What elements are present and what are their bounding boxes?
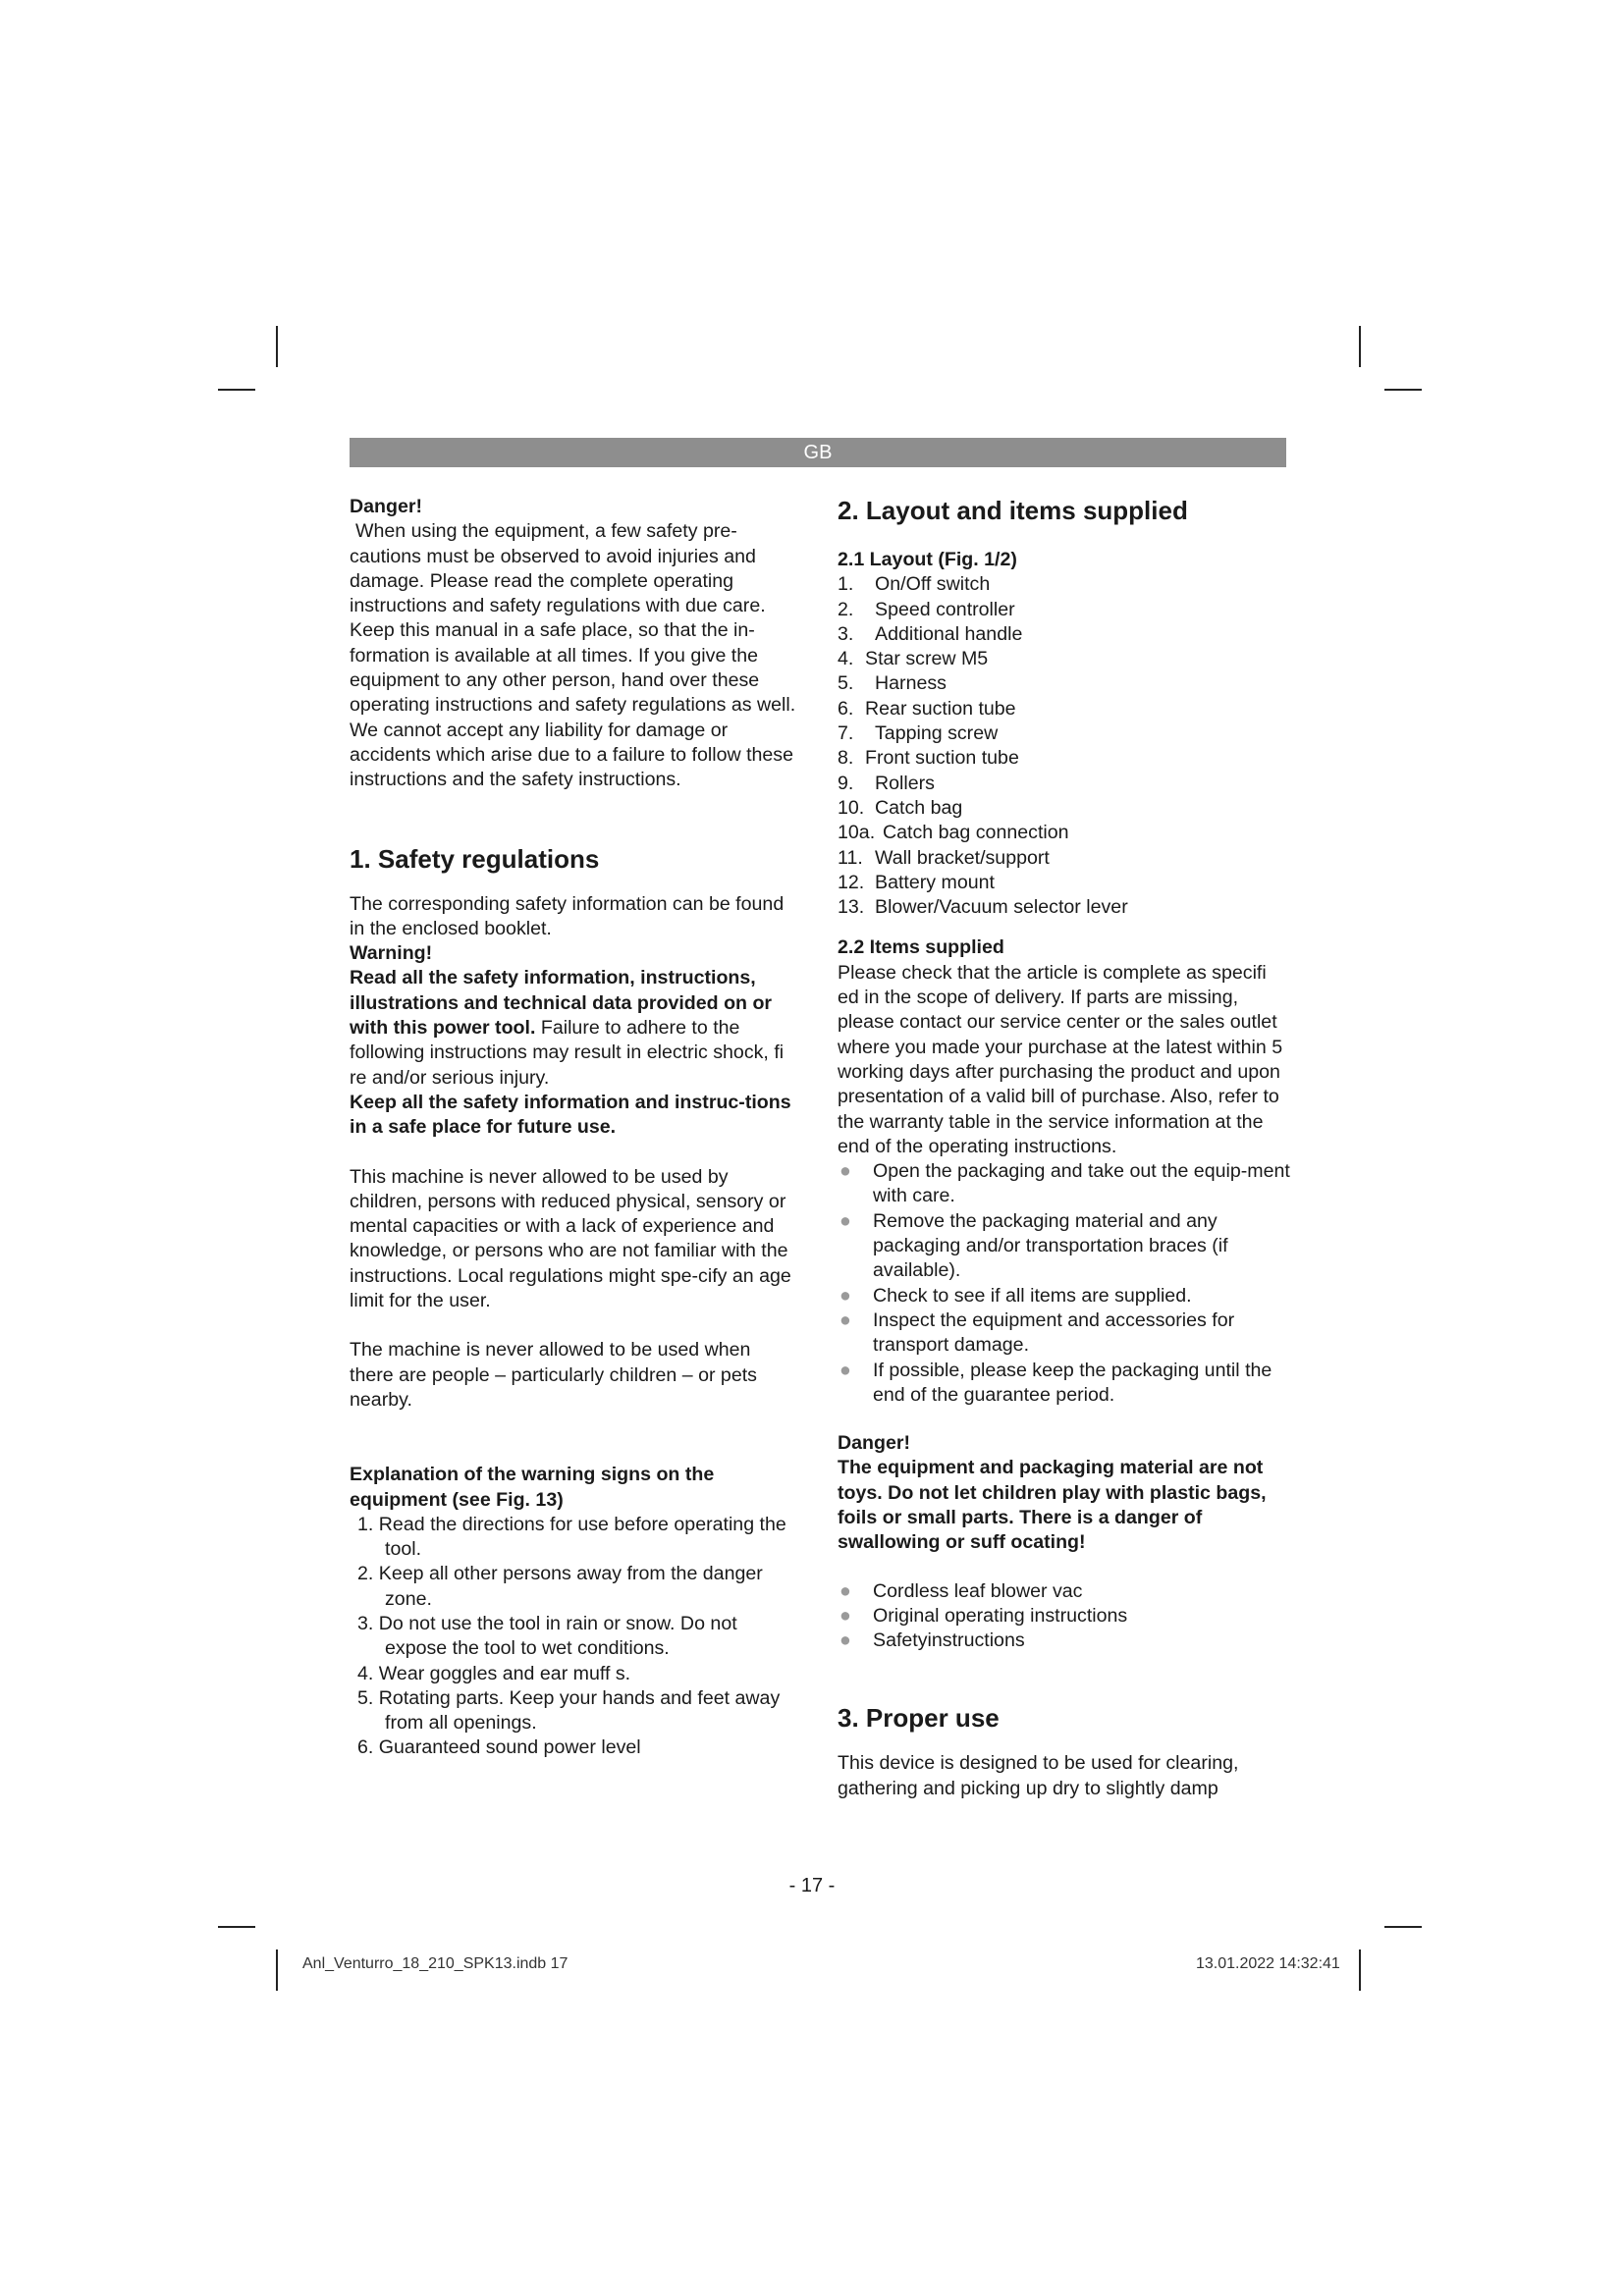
right-column [838,495,1292,1801]
bullet-icon: ● [839,1284,851,1307]
language-tag: GB [803,442,833,463]
list-item: ● Original operating instructions [838,1604,1292,1629]
warning-paragraph [350,966,797,1090]
crop-mark [276,326,278,367]
bullet-icon: ● [839,1604,851,1627]
list-item: ● Open the packaging and take out the equip-ment with care. [839,1160,1290,1207]
crop-mark [1384,389,1422,391]
page-number: - 17 - [788,1875,836,1896]
list-item: 13. Blower/Vacuum selector lever [838,896,1128,919]
list-item: 4. Wear goggles and ear muff s. [357,1662,631,1684]
danger-heading: Danger! [838,1432,911,1455]
people-paragraph: The machine is never allowed to be used when there are people – particularly children – or pets nearby. [350,1339,757,1411]
warning-heading: Warning! [350,942,433,965]
list-item: 10. Catch bag [838,796,963,819]
warning-signs-heading: Explanation of the warning signs on the equipment (see Fig. 13) [350,1464,715,1511]
list-item: 10a. Catch bag connection [838,822,1069,844]
left-column [350,495,797,1761]
list-item: 4. Star screw M5 [838,648,989,670]
bullet-icon: ● [839,1629,851,1652]
list-item: 5. Rotating parts. Keep your hands and feet away from all openings. [357,1686,781,1735]
list-item: 2. Keep all other persons away from the danger zone. [357,1563,763,1610]
list-item: 12. Battery mount [838,871,995,893]
list-item: 1. Read the directions for use before operating the tool. [357,1513,786,1561]
list-item: 1. On/Off switch [838,573,991,596]
section-title-safety: 1. Safety regulations [350,843,600,874]
safety-info-paragraph: The corresponding safety information can be found in the enclosed booklet. [350,892,785,939]
warning-signs-list [350,1513,797,1761]
section-title-proper-use: 3. Proper use [838,1703,1000,1734]
list-item: ● Inspect the equipment and accessories for transport damage. [839,1308,1235,1357]
unpacking-steps-list [838,1159,1292,1408]
list-item: 3. Do not use the tool in rain or snow. Do not expose the tool to wet conditions. [357,1612,737,1660]
layout-heading: 2.1 Layout (Fig. 1/2) [838,549,1017,570]
list-item: ● Check to see if all items are supplied. [838,1284,1292,1308]
footer-date-time: 13.01.2022 14:32:41 [1196,1955,1340,1972]
layout-items-list [838,572,1292,920]
crop-mark [276,1949,278,1991]
bullet-icon: ● [839,1160,851,1183]
list-item: 6. Guaranteed sound power level [357,1736,641,1759]
crop-mark [1359,326,1361,367]
list-item: 3. Additional handle [838,622,1023,645]
contents-list [838,1579,1292,1654]
bullet-icon: ● [839,1359,851,1381]
list-item: ● If possible, please keep the packaging until the end of the guarantee period. [839,1359,1272,1406]
footer-file-name: Anl_Venturro_18_210_SPK13.indb 17 [302,1955,568,1972]
bullet-icon: ● [839,1579,851,1602]
list-item: 9. Rollers [838,772,935,794]
danger-paragraph: When using the equipment, a few safety pre-cautions must be observed to avoid injuries and damage. Please read the complete operating instructions and safety regulations with due care. Keep this manual in a safe place, so that the in-formation is available at all times. If you give the equipment to any other person, hand over these operating instructions and safety regulations as well. We cannot accept any liability for damage or accidents which arise due to a failure to follow these instructions and the safety instructions. [350,520,796,791]
list-item: 11. Wall bracket/support [838,846,1050,869]
crop-mark [218,389,255,391]
bullet-icon: ● [839,1209,851,1232]
list-item: ● Safetyinstructions [838,1629,1292,1653]
list-item: ● Cordless leaf blower vac [838,1579,1292,1604]
danger-toys-paragraph: The equipment and packaging material are not toys. Do not let children play with plastic bags, foils or small parts. There is a danger of swallowing or suff ocating! [838,1457,1267,1554]
list-item: 2. Speed controller [838,598,1015,620]
list-item: 6. Rear suction tube [838,697,1016,720]
list-item: 7. Tapping screw [838,722,999,745]
list-item: 8. Front suction tube [838,747,1019,770]
items-supplied-heading: 2.2 Items supplied [838,936,1004,959]
list-item: ● Remove the packaging material and any packaging and/or transportation braces (if available). [839,1209,1228,1282]
crop-mark [218,1926,255,1928]
danger-heading: Danger! [350,496,423,517]
warning-rest-text: Failure to adhere to the following instructions may result in electric shock, fi re and/or serious injury. [350,1017,785,1089]
crop-mark [1384,1926,1422,1928]
crop-mark [1359,1949,1361,1991]
section-title-layout: 2. Layout and items supplied [838,496,1188,525]
bullet-icon: ● [839,1308,851,1331]
language-header-bar [350,438,1286,467]
warning-bold-text: Read all the safety information, instructions, illustrations and technical data provided on or with this power tool. [350,967,773,1040]
proper-use-paragraph: This device is designed to be used for clearing, gathering and picking up dry to slightly damp [838,1752,1239,1799]
children-paragraph: This machine is never allowed to be used by children, persons with reduced physical, sensory or mental capacities or with a lack of experience and knowledge, or persons who are not familiar with the instructions. Local regulations might spe-cify an age limit for the user. [350,1165,791,1312]
items-supplied-paragraph: Please check that the article is complete as specifi ed in the scope of delivery. If parts are missing, please contact our service center or the sales outlet where you made your purchase at the latest within 5 working days after purchasing the product and upon presentation of a valid bill of purchase. Also, refer to the warranty table in the service information at the end of the operating instructions. [838,961,1283,1157]
keep-safety-paragraph: Keep all the safety information and instruc-tions in a safe place for future use. [350,1091,791,1139]
list-item: 5. Harness [838,672,947,695]
